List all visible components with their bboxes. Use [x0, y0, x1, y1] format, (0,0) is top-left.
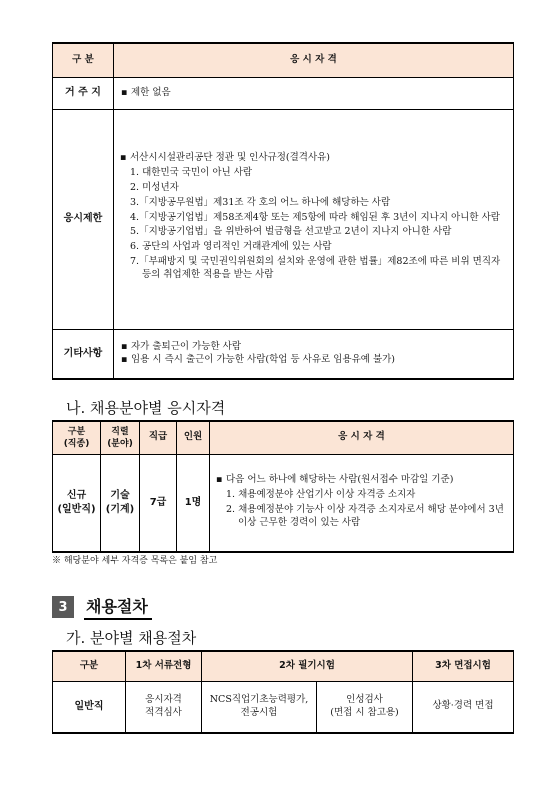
header-proc-gubun: 구분: [53, 651, 126, 681]
restriction-item: 4.「지방공기업법」제58조제4항 또는 제5항에 따라 해임된 후 3년이 지나지 아니한 사람: [130, 211, 500, 223]
row-label-etc: 기타사항: [53, 329, 114, 379]
qual-bullet: ▪ 다음 어느 하나에 해당하는 사람(원서접수 마감일 기준): [216, 474, 509, 487]
cell-inwon: 1명: [177, 454, 210, 552]
section-3-title: 채용절차: [84, 594, 152, 620]
row-label-residence: 거 주 지: [53, 77, 114, 109]
section-3-heading: [52, 594, 152, 620]
qualification-table: [52, 42, 514, 380]
cell-jiknyeol: 기술 (기계): [101, 454, 140, 552]
cell-jikgeup: 7급: [140, 454, 177, 552]
header-stage1: 1차 서류전형: [126, 651, 202, 681]
residence-cell: [114, 77, 514, 109]
etc-cell: [114, 329, 514, 379]
restriction-item: 2. 미성년자: [130, 181, 179, 193]
restriction-item: 6. 공단의 사업과 영리적인 거래관계에 있는 사람: [130, 241, 332, 253]
header-stage2: 2차 필기시험: [202, 651, 413, 681]
residence-item: ▪ 제한 없음: [121, 87, 512, 100]
proc-stage2a: NCS직업기초능력평가, 전공시험: [202, 681, 317, 733]
header-qualification: 응 시 자 격: [114, 43, 514, 77]
etc-item: ▪ 자가 출퇴근이 가능한 사람: [121, 341, 512, 354]
header-inwon: 인원: [177, 421, 210, 454]
header-jiknyeol: 직렬 (분야): [101, 421, 140, 454]
proc-stage1: 응시자격 적격심사: [126, 681, 202, 733]
procedure-table: [52, 650, 514, 734]
restriction-list: [114, 167, 509, 282]
proc-gubun: 일반직: [53, 681, 126, 733]
restriction-item: 7.「부패방지 및 국민권익위원회의 설치와 운영에 관한 법률」제82조에 따른 비위 면직자 등의 취업제한 적용을 받는 사람: [130, 256, 501, 280]
field-qualification-table: [52, 420, 514, 553]
proc-stage2b: 인성검사 (면접 시 참고용): [317, 681, 413, 733]
cell-gubun: 신규 (일반직): [53, 454, 101, 552]
header-stage3: 3차 면접시험: [413, 651, 514, 681]
header-qual2: 응 시 자 격: [210, 421, 514, 454]
qual-item: 1. 채용예정분야 산업기사 이상 자격증 소지자: [226, 488, 416, 500]
restriction-item: 1. 대한민국 국민이 아닌 사람: [130, 167, 253, 179]
header-jikgeup: 직급: [140, 421, 177, 454]
proc-stage3: 상황·경력 면접: [413, 681, 514, 733]
row-label-restriction: 응시제한: [53, 109, 114, 329]
section-na-title: 나. 채용분야별 응시자격: [66, 399, 226, 417]
footnote: ※ 해당분야 세부 자격증 목록은 붙임 참고: [52, 556, 218, 566]
qual-item: 2. 채용예정분야 기능사 이상 자격증 소지자로서 해당 분야에서 3년 이상 근무한 경력이 있는 사람: [226, 503, 504, 528]
section-ga-title: 가. 분야별 채용절차: [66, 629, 197, 647]
section-3-number: 3: [52, 596, 74, 618]
etc-item: ▪ 임용 시 즉시 출근이 가능한 사람(학업 등 사유로 임용유예 불가): [121, 354, 512, 367]
restriction-bullet: ▪ 서산시시설관리공단 정관 및 인사규정(결격사유): [120, 152, 509, 165]
restriction-cell: [114, 109, 514, 329]
restriction-item: 3.「지방공무원법」제31조 각 호의 어느 하나에 해당하는 사람: [130, 196, 391, 208]
header-gubun2: 구분 (직종): [53, 421, 101, 454]
restriction-item: 5.「지방공기업법」을 위반하여 벌금형을 선고받고 2년이 지나지 아니한 사람: [130, 226, 452, 238]
header-gubun: 구 분: [53, 43, 114, 77]
cell-qual: [210, 454, 514, 552]
